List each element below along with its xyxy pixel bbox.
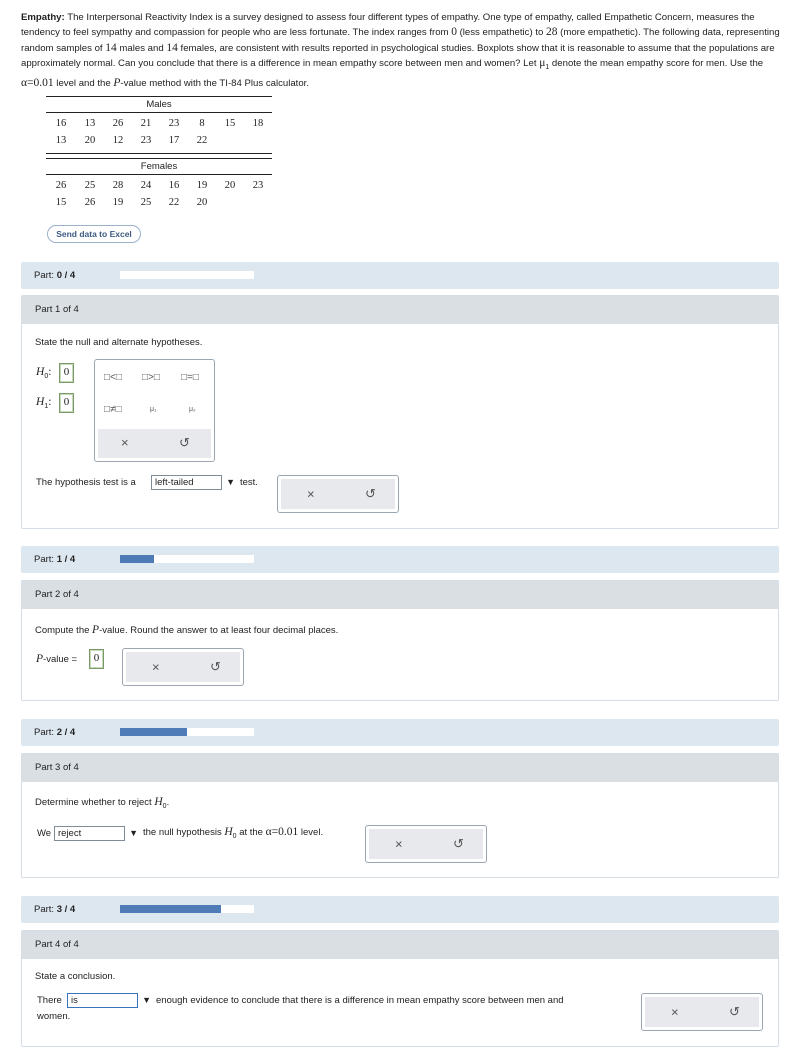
clear-icon[interactable]: × [307, 486, 315, 502]
symbol-palette [94, 359, 215, 462]
progress-bar-part-3: Part: 3 / 4 [21, 896, 779, 923]
test-type-prefix: The hypothesis test is a [36, 477, 136, 488]
clear-icon[interactable]: × [152, 659, 160, 675]
part-2-header: Part 2 of 4 [22, 581, 778, 609]
equals-button[interactable]: □=□ [181, 372, 199, 383]
evidence-select[interactable]: is ▼ [67, 993, 138, 1008]
progress-fill [120, 905, 221, 913]
progress-fill [120, 728, 187, 736]
h1-label: $H_1$: [36, 396, 52, 410]
part-1-header: Part 1 of 4 [22, 296, 778, 324]
undo-icon[interactable]: ↺ [210, 659, 221, 674]
mu2-button[interactable]: μ₂ [189, 406, 196, 413]
h0-input[interactable]: 0 [59, 363, 74, 383]
problem-title: Empathy: [21, 12, 65, 23]
undo-icon[interactable]: ↺ [729, 1004, 740, 1019]
males-header: Males [46, 96, 272, 113]
progress-value: 0 / 4 [56, 270, 76, 281]
undo-icon[interactable]: ↺ [453, 836, 464, 851]
progress-value: 3 / 4 [56, 904, 76, 915]
palette-undo-icon[interactable]: ↺ [179, 435, 190, 450]
progress-fill [120, 555, 154, 563]
progress-bar-part-0: Part: 0 / 4 [21, 262, 779, 289]
part-2-prompt: Compute the P-value. Round the answer to at least four decimal places. [35, 624, 339, 636]
progress-bar-part-1: Part: 1 / 4 [21, 546, 779, 573]
males-row-2: 13 20 12 23 17 22 [55, 135, 208, 146]
part-3-statement: the null hypothesis $H_0$ at the α=0.01 level. [143, 826, 324, 840]
clear-icon[interactable]: × [395, 836, 403, 852]
greater-than-button[interactable]: □>□ [142, 372, 160, 383]
less-than-button[interactable]: □<□ [104, 372, 122, 383]
not-equal-button[interactable]: □≠□ [104, 404, 122, 415]
progress-value: 2 / 4 [56, 727, 76, 738]
part-3-action-box [365, 825, 487, 863]
send-to-excel-button[interactable]: Send data to Excel [47, 225, 141, 243]
dropdown-arrow-icon: ▼ [142, 995, 151, 1005]
females-row-2: 15 26 19 25 22 20 [55, 197, 208, 208]
h0-label: $H_0$: [36, 366, 52, 380]
test-type-select[interactable]: left-tailed ▼ [151, 475, 222, 490]
part-1-prompt: State the null and alternate hypotheses. [35, 337, 203, 348]
dropdown-arrow-icon: ▼ [226, 477, 235, 487]
there-label: There [37, 995, 62, 1006]
we-label: We [37, 828, 52, 839]
dropdown-arrow-icon: ▼ [129, 828, 138, 838]
part-3-prompt: Determine whether to reject $H_0$. [35, 796, 170, 810]
clear-icon[interactable]: × [671, 1004, 679, 1020]
progress-value: 1 / 4 [56, 554, 76, 565]
test-type-suffix: test. [240, 477, 258, 488]
palette-clear-icon[interactable]: × [121, 435, 129, 450]
part-4-header: Part 4 of 4 [22, 931, 778, 959]
part-4-statement: enough evidence to conclude that there is a difference in mean empathy score between men and [156, 995, 564, 1006]
females-table [46, 158, 272, 215]
reject-select[interactable]: reject ▼ [54, 826, 125, 841]
part-4-statement-end: women. [37, 1011, 71, 1022]
pvalue-input[interactable]: 0 [89, 649, 104, 669]
females-row-1: 26 25 28 24 16 19 20 23 [55, 180, 264, 191]
progress-bar-part-2: Part: 2 / 4 [21, 719, 779, 746]
h1-input[interactable]: 0 [59, 393, 74, 413]
males-row-1: 16 13 26 21 23 8 15 18 [55, 118, 264, 129]
part-4-action-box [641, 993, 763, 1031]
part-3-header: Part 3 of 4 [22, 754, 778, 782]
part-1-action-box [277, 475, 399, 513]
part-2-action-box [122, 648, 244, 686]
mu1-button[interactable]: μ₁ [150, 406, 157, 413]
pvalue-label: P-value = [36, 653, 78, 665]
part-4-prompt: State a conclusion. [35, 971, 116, 982]
males-table [46, 96, 272, 154]
undo-icon[interactable]: ↺ [365, 486, 376, 501]
problem-statement: Empathy: The Interpersonal Reactivity Index is a survey designed to assess four different types of empathy. One type of empathy, called Empathetic Concern, measures the tendency to feel sympathy and compassion for people who are less fortunate. The index ranges from 0 (less empathetic) to 28 (more empathetic). The following data, representing random samples of 14 males and 14 females, are consistent with results reported in psychological studies. Boxplots show that it is reasonable to assume that the populations are approximately normal. Can you conclude that there is a difference in mean empathy score between men and women? Let $\mu_1$ denote the mean empathy score for men. Use the α=0.01 level and the P-value method with the TI-84 Plus calculator. [21, 12, 780, 89]
females-header: Females [46, 158, 272, 175]
